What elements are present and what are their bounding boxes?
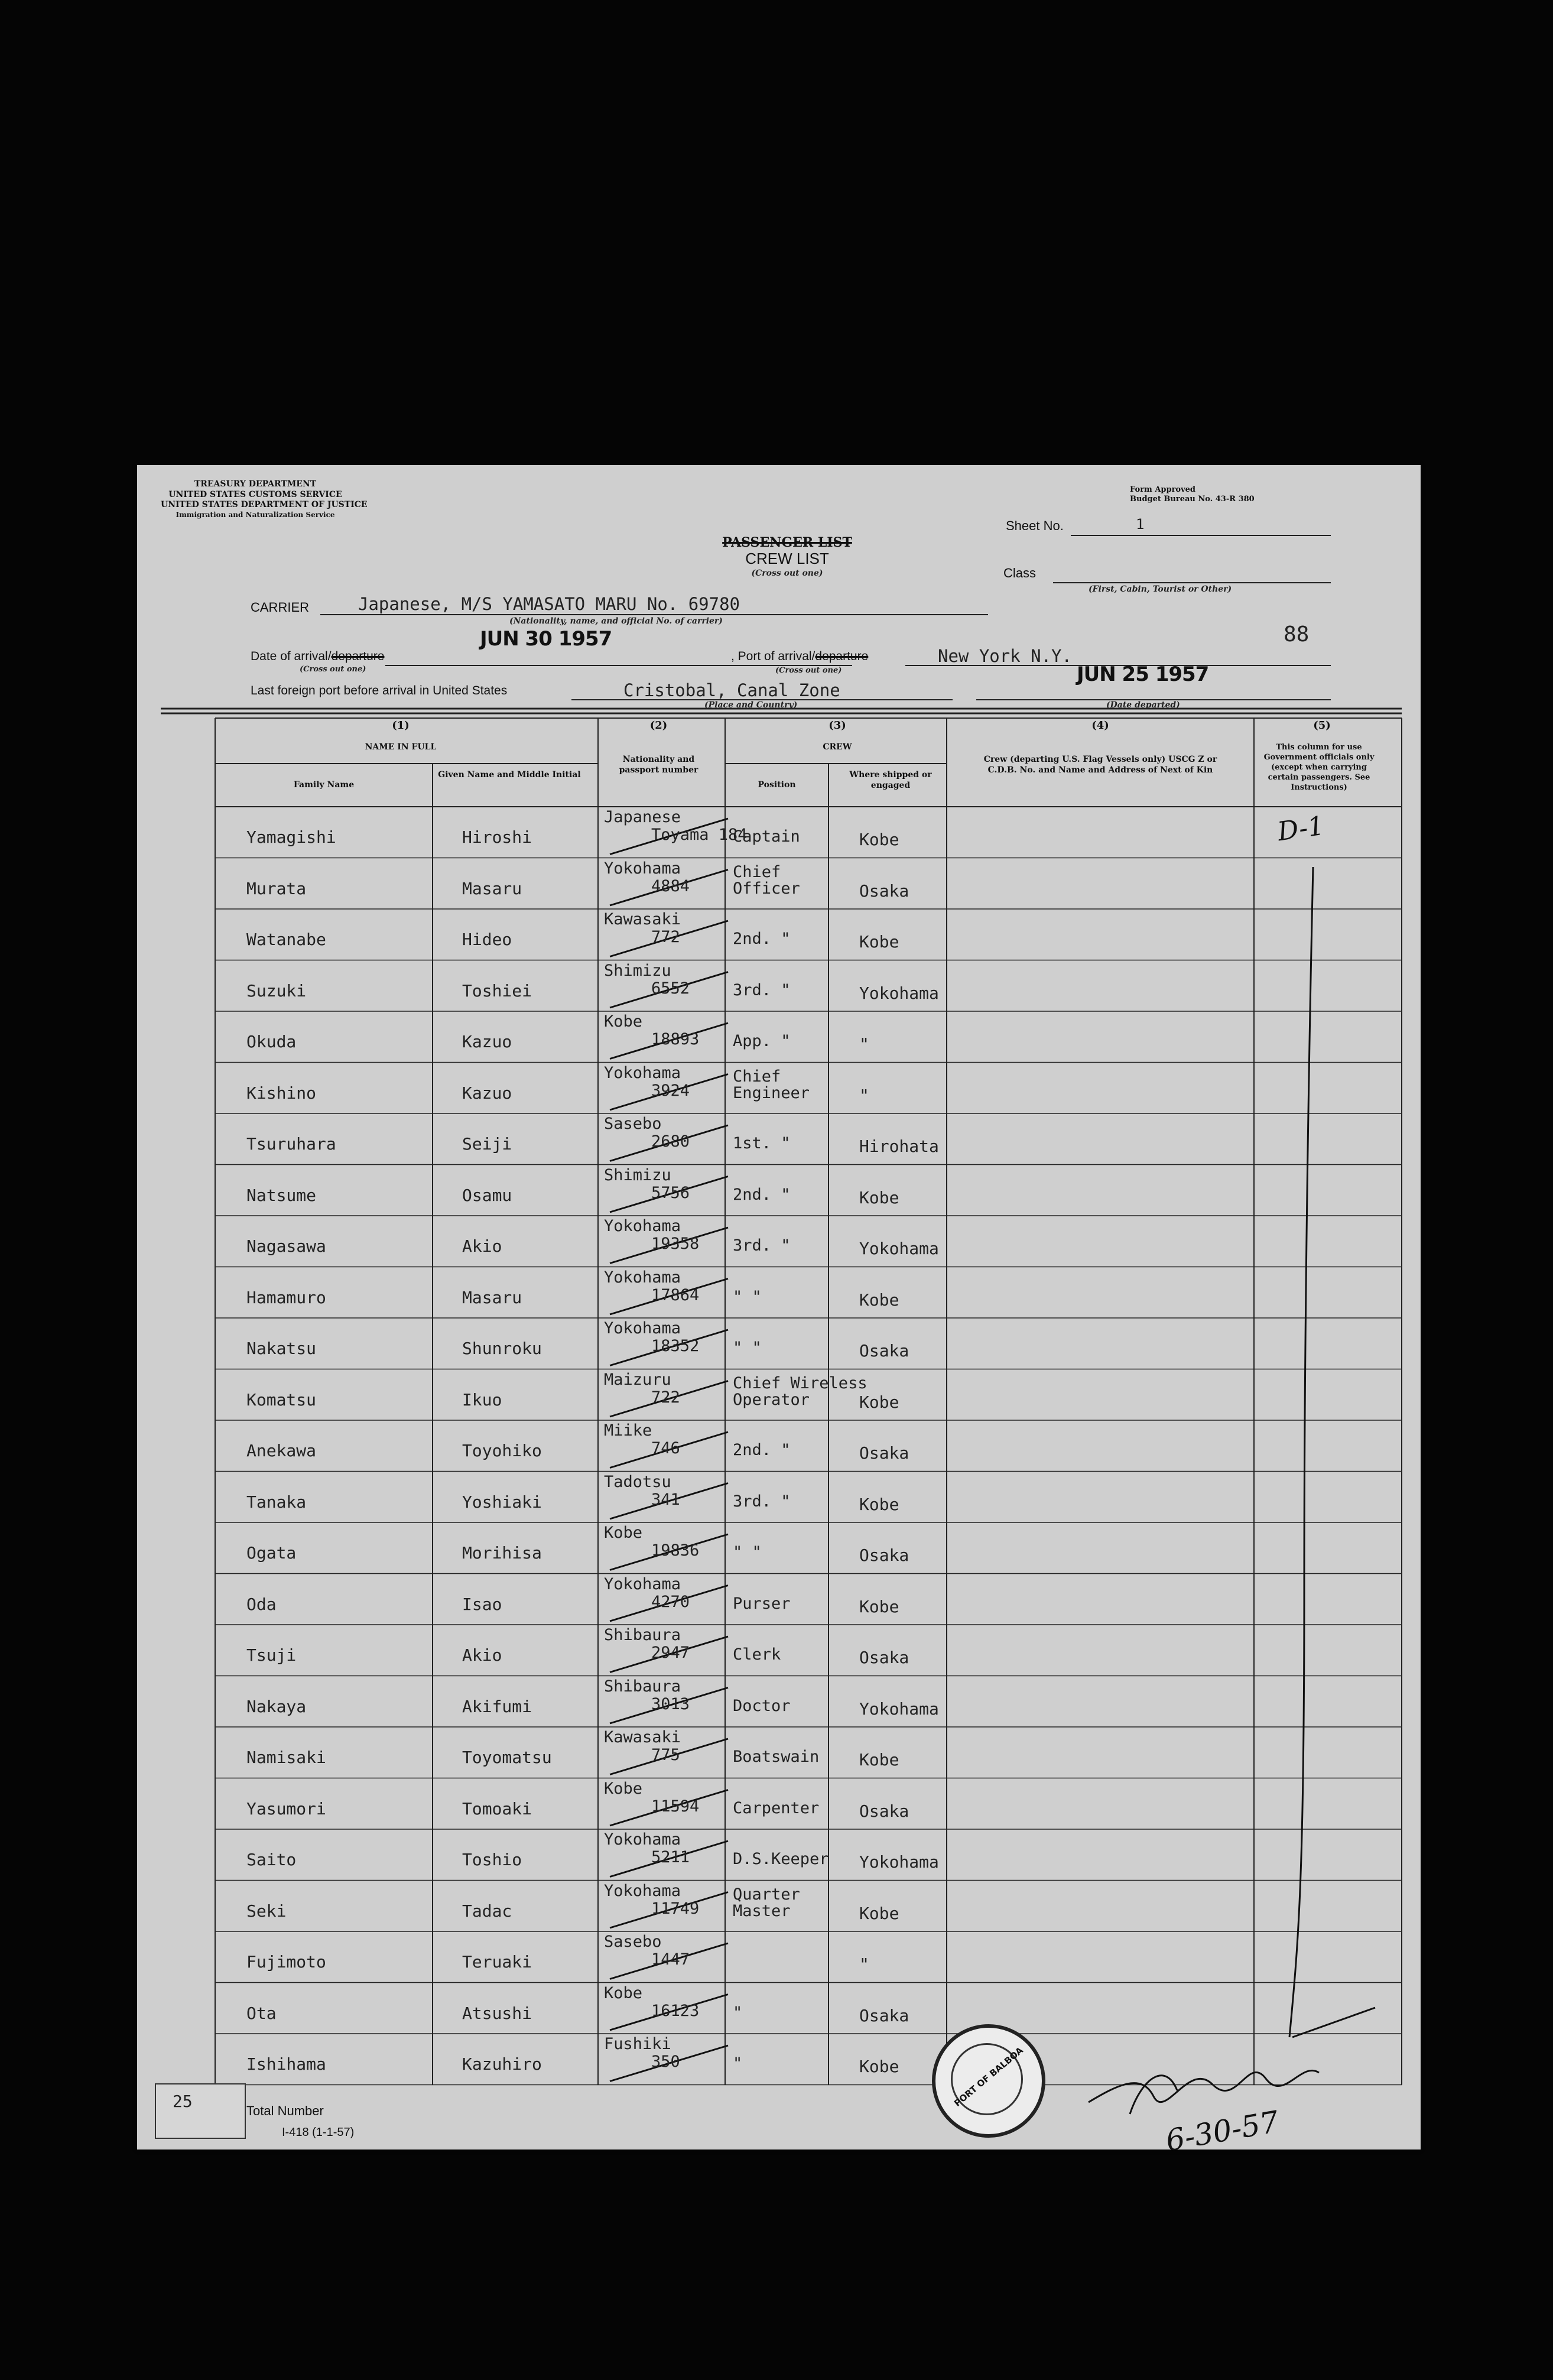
passport-number: 11749 bbox=[651, 1899, 700, 1918]
carrier-hint: (Nationality, name, and official No. of carrier) bbox=[509, 616, 723, 626]
given-name: Akifumi bbox=[462, 1696, 532, 1716]
family-name: Natsume bbox=[246, 1185, 317, 1205]
passport-number: 17864 bbox=[651, 1285, 700, 1304]
nationality-city: Shimizu bbox=[604, 961, 671, 980]
where-shipped: Yokohama bbox=[859, 983, 939, 1003]
family-name: Komatsu bbox=[246, 1389, 317, 1410]
nationality-city: Shibaura bbox=[604, 1677, 681, 1696]
nationality-city: Tadotsu bbox=[604, 1472, 671, 1491]
col4-title: Crew (departing U.S. Flag Vessels only) USCG Z or C.D.B. No. and Name and Address of Next of Kin bbox=[983, 755, 1217, 775]
passport-number: 1447 bbox=[651, 1950, 690, 1969]
given-name: Akio bbox=[462, 1236, 502, 1256]
family-name: Tsuruhara bbox=[246, 1134, 336, 1154]
passport-number: 11594 bbox=[651, 1797, 700, 1816]
given-name: Tomoaki bbox=[462, 1798, 532, 1819]
family-name: Ota bbox=[246, 2003, 277, 2023]
crew-list-form bbox=[137, 465, 1421, 2158]
given-name: Teruaki bbox=[462, 1952, 532, 1972]
departed-date-stamp: JUN 25 1957 bbox=[1077, 663, 1209, 686]
position: Operator bbox=[733, 1390, 810, 1409]
nationality-city: Yokohama bbox=[604, 1830, 681, 1849]
family-name: Nagasawa bbox=[246, 1236, 326, 1256]
nationality-city: Kobe bbox=[604, 1779, 643, 1798]
nationality-city: Yokohama bbox=[604, 859, 681, 878]
passport-number: Toyama 184 bbox=[651, 826, 748, 844]
col5-end-stroke bbox=[1292, 2008, 1375, 2037]
col1-title: NAME IN FULL bbox=[365, 742, 437, 752]
crew-list-title: CREW LIST bbox=[745, 550, 829, 567]
family-name: Murata bbox=[246, 878, 307, 898]
given-name: Kazuhiro bbox=[462, 2054, 542, 2074]
position: " " bbox=[733, 1339, 762, 1358]
col3b-title: Where shipped or engaged bbox=[849, 770, 932, 790]
family-name: Nakatsu bbox=[246, 1339, 317, 1359]
family-name: Anekawa bbox=[246, 1441, 317, 1461]
where-shipped: Yokohama bbox=[859, 1699, 939, 1719]
passport-number: 3924 bbox=[651, 1081, 690, 1100]
agency-line: UNITED STATES CUSTOMS SERVICE bbox=[168, 489, 342, 499]
family-name: Hamamuro bbox=[246, 1287, 326, 1307]
given-name: Hideo bbox=[462, 930, 512, 950]
date-departed-hint: (Date departed) bbox=[1106, 700, 1180, 710]
nationality-city: Japanese bbox=[604, 808, 681, 826]
given-name: Toyomatsu bbox=[462, 1748, 552, 1768]
col4-number: (4) bbox=[1091, 719, 1109, 732]
position: Purser bbox=[733, 1594, 791, 1613]
last-port-hint: (Place and Country) bbox=[704, 700, 798, 710]
position-line-1: Quarter bbox=[733, 1885, 800, 1904]
given-name: Ikuo bbox=[462, 1389, 502, 1410]
nationality-city: Kobe bbox=[604, 1012, 643, 1031]
position-line-1: Chief bbox=[733, 1067, 781, 1086]
where-shipped: " bbox=[859, 1034, 869, 1054]
nationality-city: Shibaura bbox=[604, 1626, 681, 1644]
form-approved: Form Approved Budget Bureau No. 43-R 380 bbox=[1130, 485, 1255, 504]
family-name: Fujimoto bbox=[246, 1952, 326, 1972]
given-name: Isao bbox=[462, 1594, 502, 1614]
passport-number: 18893 bbox=[651, 1030, 700, 1048]
family-name: Kishino bbox=[246, 1083, 317, 1103]
where-shipped: Kobe bbox=[859, 1392, 899, 1412]
nationality-city: Kawasaki bbox=[604, 1728, 681, 1746]
nationality-city: Yokohama bbox=[604, 1574, 681, 1593]
given-name: Shunroku bbox=[462, 1339, 542, 1359]
position: Engineer bbox=[733, 1083, 810, 1102]
nationality-city: Kobe bbox=[604, 1524, 643, 1542]
nationality-city: Yokohama bbox=[604, 1063, 681, 1082]
position: 2nd. " bbox=[733, 930, 791, 949]
col5-number: (5) bbox=[1313, 719, 1331, 732]
given-name: Kazuo bbox=[462, 1032, 512, 1052]
position: Captain bbox=[733, 827, 800, 846]
nationality-city: Sasebo bbox=[604, 1115, 662, 1133]
passport-number: 2680 bbox=[651, 1132, 690, 1151]
family-name: Tsuji bbox=[246, 1645, 297, 1665]
passport-number: 4270 bbox=[651, 1592, 690, 1611]
where-shipped: Kobe bbox=[859, 932, 899, 952]
position: " bbox=[733, 2003, 743, 2022]
family-name: Ishihama bbox=[246, 2054, 326, 2074]
passport-number: 16123 bbox=[651, 2001, 700, 2020]
position: " bbox=[733, 2054, 743, 2073]
col2-number: (2) bbox=[649, 719, 668, 732]
family-name: Okuda bbox=[246, 1032, 297, 1052]
given-name: Atsushi bbox=[462, 2003, 532, 2023]
given-name: Toyohiko bbox=[462, 1441, 542, 1461]
passenger-list-struck: PASSENGER LIST bbox=[722, 535, 852, 550]
family-name: Ogata bbox=[246, 1543, 297, 1563]
nationality-city: Kawasaki bbox=[604, 910, 681, 928]
given-name: Akio bbox=[462, 1645, 502, 1665]
carrier-label: CARRIER bbox=[251, 600, 310, 615]
where-shipped: Osaka bbox=[859, 1545, 909, 1566]
sheet-no-value: 1 bbox=[1136, 516, 1145, 533]
arrival-date-stamp: JUN 30 1957 bbox=[480, 627, 612, 651]
nationality-city: Shimizu bbox=[604, 1165, 671, 1184]
position: 3rd. " bbox=[733, 1492, 791, 1511]
position: 2nd. " bbox=[733, 1185, 791, 1204]
given-name: Masaru bbox=[462, 1287, 522, 1307]
passport-number: 18352 bbox=[651, 1337, 700, 1355]
where-shipped: Kobe bbox=[859, 1750, 899, 1770]
where-shipped: " bbox=[859, 1085, 869, 1105]
family-name: Watanabe bbox=[246, 930, 326, 950]
position: " " bbox=[733, 1543, 762, 1562]
passport-number: 5211 bbox=[651, 1848, 690, 1866]
nationality-city: Yokohama bbox=[604, 1881, 681, 1900]
given-name: Hiroshi bbox=[462, 827, 532, 848]
family-name: Tanaka bbox=[246, 1492, 307, 1512]
where-shipped: Yokohama bbox=[859, 1852, 939, 1872]
nationality-city: Sasebo bbox=[604, 1933, 662, 1951]
total-number-value: 25 bbox=[173, 2092, 193, 2111]
where-shipped: Kobe bbox=[859, 830, 899, 850]
last-port-value: Cristobal, Canal Zone bbox=[623, 680, 840, 700]
position: App. " bbox=[733, 1032, 791, 1051]
col1a-title: Family Name bbox=[293, 780, 355, 790]
position-line-1: Chief bbox=[733, 862, 781, 881]
number-88: 88 bbox=[1284, 622, 1310, 647]
official-signature bbox=[1089, 2070, 1319, 2114]
position: Carpenter bbox=[733, 1798, 820, 1817]
col3-number: (3) bbox=[829, 719, 846, 732]
handwritten-strokes bbox=[137, 465, 1421, 2150]
position: 3rd. " bbox=[733, 980, 791, 999]
passport-number: 775 bbox=[651, 1746, 680, 1764]
where-shipped: Osaka bbox=[859, 881, 909, 901]
passport-number: 4884 bbox=[651, 876, 690, 895]
given-name: Seiji bbox=[462, 1134, 512, 1154]
family-name: Yasumori bbox=[246, 1798, 326, 1819]
where-shipped: Osaka bbox=[859, 1801, 909, 1821]
family-name: Seki bbox=[246, 1901, 287, 1921]
family-name: Nakaya bbox=[246, 1696, 307, 1716]
nationality-city: Yokohama bbox=[604, 1268, 681, 1287]
port-value: New York N.Y. bbox=[938, 646, 1072, 666]
where-shipped: Osaka bbox=[859, 1341, 909, 1361]
position: Clerk bbox=[733, 1645, 781, 1664]
date-hint: (Cross out one) bbox=[300, 665, 366, 674]
last-port-label: Last foreign port before arrival in United States bbox=[251, 684, 508, 697]
col5-mark: D-1 bbox=[1275, 810, 1327, 848]
date-arrival-label: Date of arrival/departure bbox=[251, 650, 385, 663]
col5-vertical-stroke bbox=[1289, 867, 1313, 2037]
passport-number: 19358 bbox=[651, 1235, 700, 1253]
given-name: Toshio bbox=[462, 1850, 522, 1870]
port-hint: (Cross out one) bbox=[775, 666, 842, 675]
signature-date: 6-30-57 bbox=[1163, 2104, 1282, 2158]
given-name: Tadac bbox=[462, 1901, 512, 1921]
given-name: Osamu bbox=[462, 1185, 512, 1205]
passport-number: 3013 bbox=[651, 1694, 690, 1713]
position: Officer bbox=[733, 879, 800, 898]
passport-number: 341 bbox=[651, 1490, 680, 1509]
where-shipped: Kobe bbox=[859, 1903, 899, 1923]
position: Master bbox=[733, 1901, 791, 1920]
position: " " bbox=[733, 1287, 762, 1306]
passport-number: 19836 bbox=[651, 1541, 700, 1560]
given-name: Morihisa bbox=[462, 1543, 542, 1563]
nationality-city: Yokohama bbox=[604, 1319, 681, 1337]
col1-number: (1) bbox=[392, 719, 410, 732]
given-name: Toshiei bbox=[462, 980, 532, 1001]
where-shipped: Kobe bbox=[859, 1290, 899, 1310]
col5-title: This column for use Government officials only (except when carrying certain passengers. See Instructions) bbox=[1263, 743, 1375, 792]
position: 1st. " bbox=[733, 1134, 791, 1153]
port-label: , Port of arrival/departure bbox=[731, 650, 869, 663]
position: Boatswain bbox=[733, 1748, 820, 1767]
passport-number: 5756 bbox=[651, 1183, 690, 1202]
where-shipped: Yokohama bbox=[859, 1239, 939, 1259]
nationality-city: Miike bbox=[604, 1421, 652, 1440]
position: D.S.Keeper bbox=[733, 1850, 829, 1869]
where-shipped: Hirohata bbox=[859, 1137, 939, 1157]
passport-number: 2947 bbox=[651, 1644, 690, 1662]
family-name: Yamagishi bbox=[246, 827, 336, 848]
passport-number: 746 bbox=[651, 1439, 680, 1457]
family-name: Oda bbox=[246, 1594, 277, 1614]
where-shipped: " bbox=[859, 1954, 869, 1975]
agency-line: Immigration and Naturalization Service bbox=[176, 510, 335, 519]
passport-number: 6552 bbox=[651, 979, 690, 998]
position-line-1: Chief Wireless bbox=[733, 1374, 868, 1392]
passport-number: 350 bbox=[651, 2053, 680, 2071]
agency-line: UNITED STATES DEPARTMENT OF JUSTICE bbox=[161, 500, 368, 509]
where-shipped: Osaka bbox=[859, 1648, 909, 1668]
col1b-title: Given Name and Middle Initial bbox=[438, 770, 581, 780]
where-shipped: Osaka bbox=[859, 1443, 909, 1463]
sheet-no-label: Sheet No. bbox=[1006, 518, 1064, 533]
total-number-label: Total Number bbox=[246, 2103, 324, 2118]
position: Doctor bbox=[733, 1696, 791, 1715]
given-name: Kazuo bbox=[462, 1083, 512, 1103]
family-name: Namisaki bbox=[246, 1748, 326, 1768]
where-shipped: Osaka bbox=[859, 2005, 909, 2025]
col3a-title: Position bbox=[758, 780, 796, 790]
family-name: Saito bbox=[246, 1850, 297, 1870]
class-hint: (First, Cabin, Tourist or Other) bbox=[1089, 585, 1232, 594]
passport-number: 722 bbox=[651, 1388, 680, 1407]
seal-text: PORT OF BALBOA bbox=[952, 2045, 1025, 2109]
nationality-city: Kobe bbox=[604, 1983, 643, 2002]
nationality-city: Yokohama bbox=[604, 1217, 681, 1235]
nationality-city: Fushiki bbox=[604, 2035, 671, 2053]
given-name: Masaru bbox=[462, 878, 522, 898]
form-number: I-418 (1-1-57) bbox=[282, 2126, 355, 2139]
cross-out-hint: (Cross out one) bbox=[751, 569, 823, 578]
passport-number: 772 bbox=[651, 928, 680, 946]
agency-line: TREASURY DEPARTMENT bbox=[194, 479, 317, 489]
given-name: Yoshiaki bbox=[462, 1492, 542, 1512]
carrier-value: Japanese, M/S YAMASATO MARU No. 69780 bbox=[358, 594, 740, 614]
where-shipped: Kobe bbox=[859, 1494, 899, 1514]
family-name: Suzuki bbox=[246, 980, 307, 1001]
position: 3rd. " bbox=[733, 1236, 791, 1255]
col3-title: CREW bbox=[823, 742, 852, 752]
position: 2nd. " bbox=[733, 1441, 791, 1460]
where-shipped: Kobe bbox=[859, 1187, 899, 1207]
class-label: Class bbox=[1003, 566, 1037, 580]
where-shipped: Kobe bbox=[859, 1596, 899, 1616]
col2-title: Nationality and passport number bbox=[619, 755, 698, 775]
nationality-city: Maizuru bbox=[604, 1370, 671, 1389]
where-shipped: Kobe bbox=[859, 2057, 899, 2077]
